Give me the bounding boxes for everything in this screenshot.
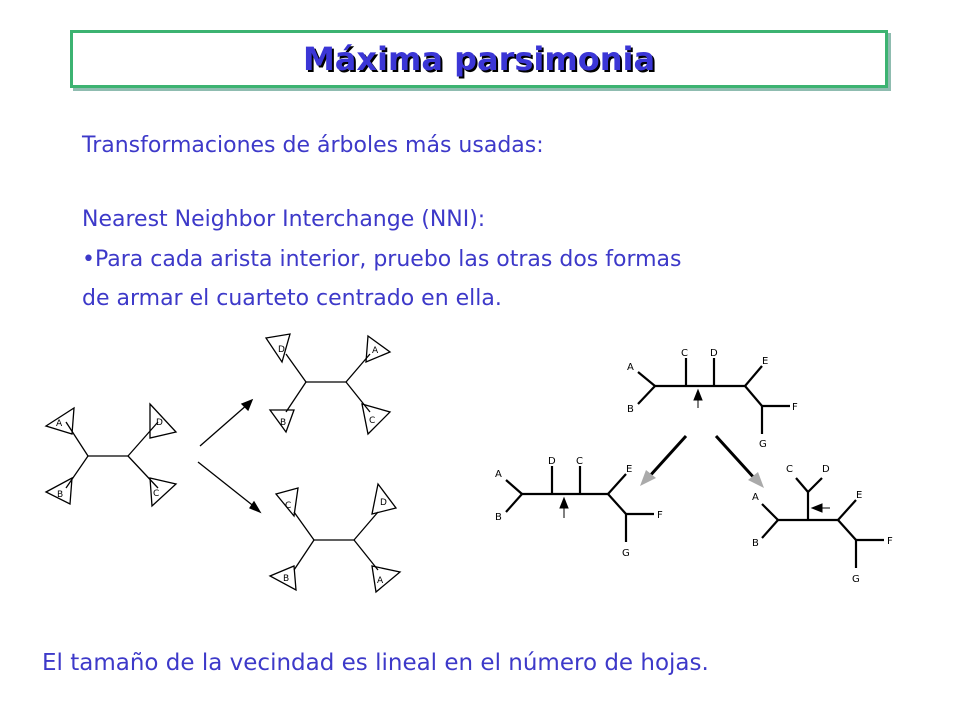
left-orig-leaf-a: A xyxy=(56,419,63,429)
right-res2-leaf-g: G xyxy=(852,574,860,585)
right-res2-leaf-d: D xyxy=(822,464,830,475)
right-orig-leaf-a: A xyxy=(627,362,634,373)
right-original-tree xyxy=(638,358,790,434)
right-orig-leaf-e: E xyxy=(762,356,769,367)
right-result-right-tree xyxy=(762,478,884,568)
right-res1-leaf-c: C xyxy=(576,456,583,467)
right-res2-leaf-f: F xyxy=(887,536,893,547)
right-res1-leaf-e: E xyxy=(626,464,633,475)
right-res1-leaf-f: F xyxy=(657,510,663,521)
right-res2-leaf-a: A xyxy=(752,492,759,503)
left-orig-leaf-c: C xyxy=(153,489,160,499)
left-bot-leaf-d: D xyxy=(380,498,387,508)
right-result-left-tree xyxy=(506,466,654,542)
right-orig-leaf-f: F xyxy=(792,402,798,413)
left-arrows xyxy=(198,400,260,512)
left-orig-leaf-d: D xyxy=(156,418,163,428)
right-res2-leaf-e: E xyxy=(856,490,863,501)
left-top-leaf-c: C xyxy=(369,416,376,426)
left-bot-leaf-b: B xyxy=(283,574,290,584)
right-orig-leaf-b: B xyxy=(627,404,634,415)
left-top-leaf-b: B xyxy=(280,418,287,428)
right-res1-leaf-d: D xyxy=(548,456,556,467)
intro-text: Transformaciones de árboles más usadas: xyxy=(82,133,544,158)
right-original-marker xyxy=(694,390,702,408)
right-result-right-marker xyxy=(812,504,830,512)
right-orig-leaf-g: G xyxy=(759,439,767,450)
nni-bullet-line2: de armar el cuarteto centrado en ella. xyxy=(82,286,502,311)
right-res2-leaf-b: B xyxy=(752,538,759,549)
left-bot-leaf-c: C xyxy=(285,501,292,511)
right-res1-leaf-g: G xyxy=(622,548,630,559)
left-top-leaf-d: D xyxy=(278,345,285,355)
right-arrows xyxy=(640,436,764,488)
footer-text: El tamaño de la vecindad es lineal en el número de hojas. xyxy=(42,650,709,676)
right-result-left-marker xyxy=(560,498,568,518)
nni-bullet-line1: •Para cada arista interior, pruebo las otras dos formas xyxy=(82,247,682,272)
right-res1-leaf-b: B xyxy=(495,512,502,523)
right-res2-leaf-c: C xyxy=(786,464,793,475)
right-res1-leaf-a: A xyxy=(495,469,502,480)
right-orig-leaf-d: D xyxy=(710,348,718,359)
page-title: Máxima parsimonia xyxy=(302,40,656,78)
left-bot-leaf-a: A xyxy=(377,576,384,586)
right-orig-leaf-c: C xyxy=(681,348,688,359)
left-top-leaf-a: A xyxy=(372,346,379,356)
left-orig-leaf-b: B xyxy=(57,490,64,500)
nni-heading: Nearest Neighbor Interchange (NNI): xyxy=(82,207,486,232)
